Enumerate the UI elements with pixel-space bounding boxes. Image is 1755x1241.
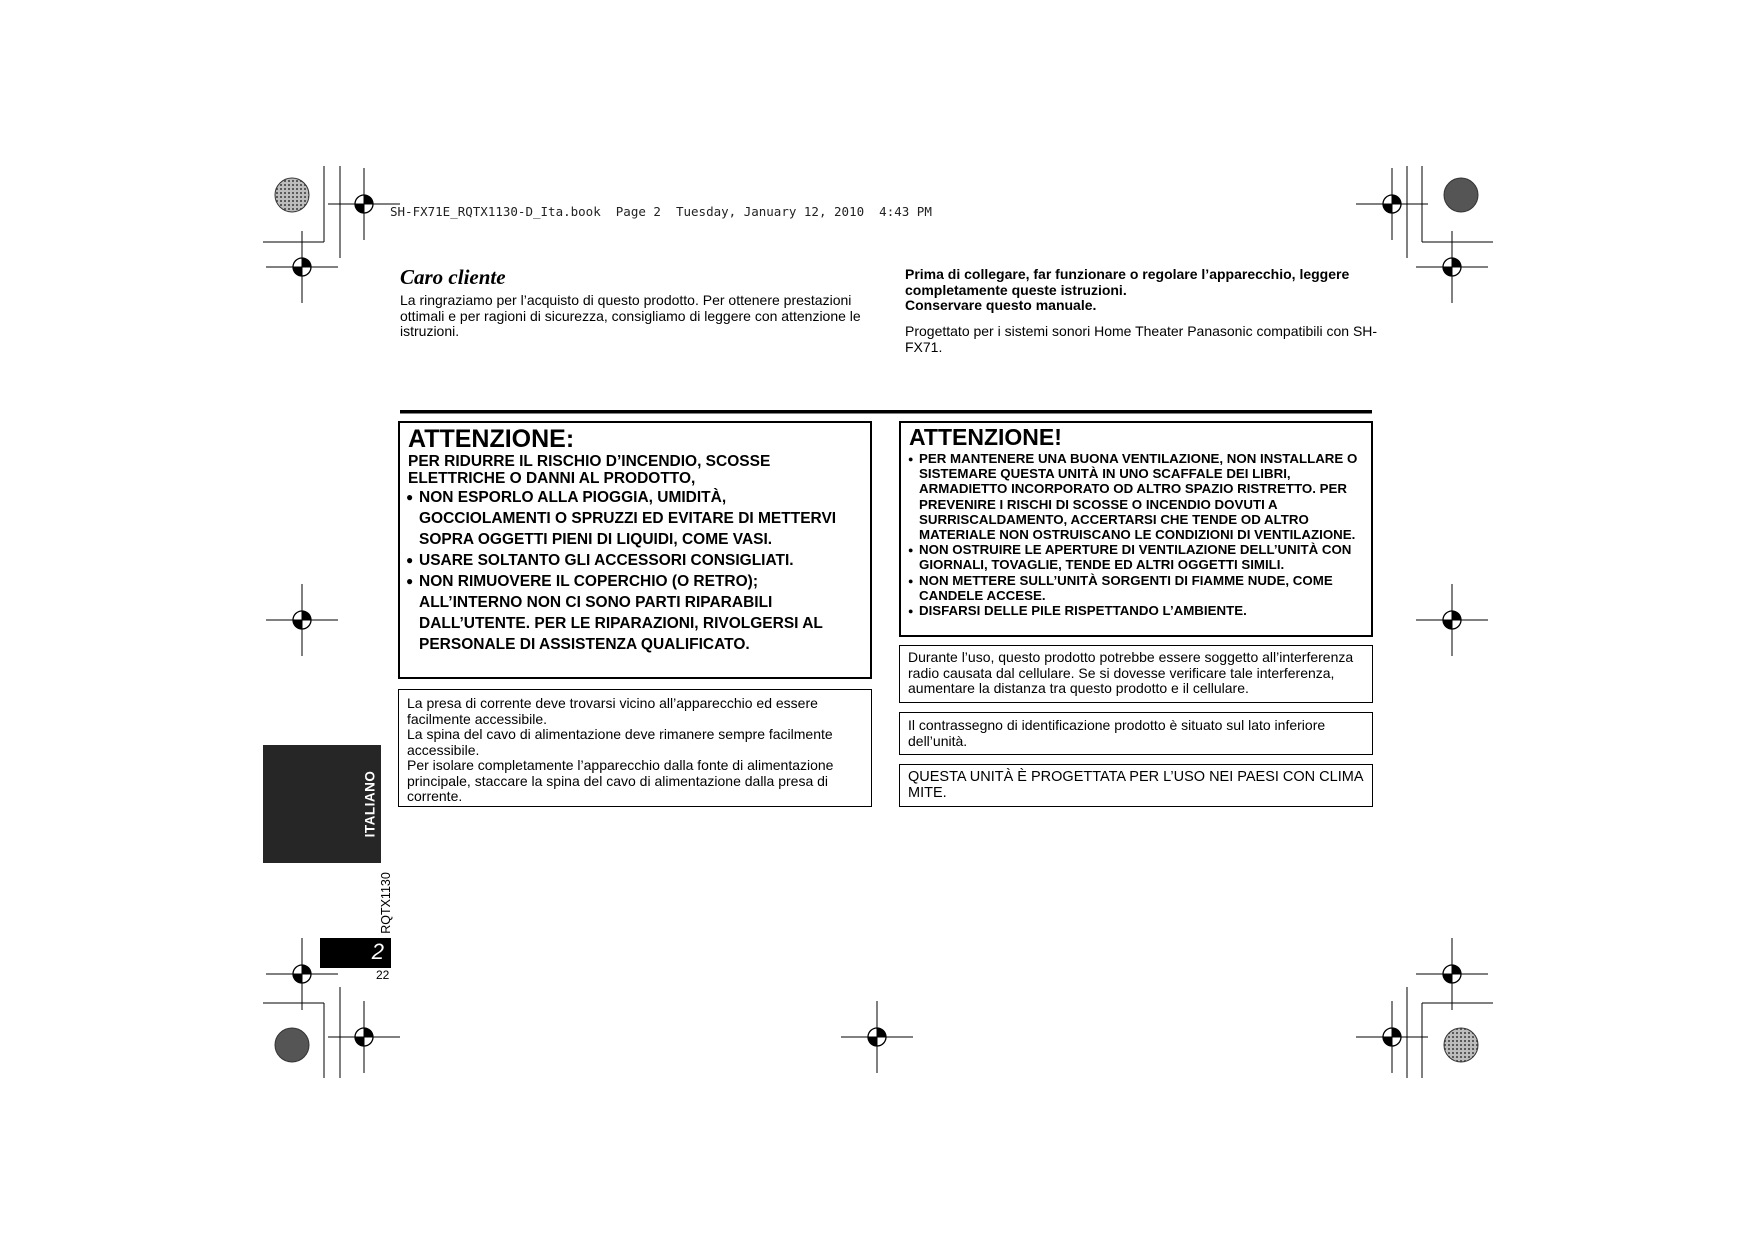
compatibility-note: Progettato per i sistemi sonori Home Theater Panasonic compatibili con SH-FX71. [905, 323, 1378, 355]
page-number-box [320, 938, 391, 968]
language-label: ITALIANO [362, 770, 378, 838]
warning-item: ● NON RIMUOVERE IL COPERCHIO (O RETRO); ALL’INTERNO NON CI SONO PARTI RIPARABILI DALL’UTENTE. PER LE RIPARAZIONI, RIVOLGERSI AL PERSONALE DI ASSISTENZA QUALIFICATO. [408, 571, 862, 655]
document-code: RQTX1130 [379, 872, 393, 934]
warning-item: ● NON ESPORLO ALLA PIOGGIA, UMIDITÀ, GOCCIOLAMENTI O SPRUZZI ED EVITARE DI METTERVI SOPRA OGGETTI PIENI DI LIQUIDI, COME VASI. [408, 487, 862, 550]
warning-title: ATTENZIONE! [909, 424, 1062, 450]
radio-note-box [899, 645, 1373, 703]
warning-box-left [398, 421, 872, 679]
power-note-text: La presa di corrente deve trovarsi vicino all’apparecchio ed essere facilmente accessibile. [407, 695, 818, 727]
id-note-text: Il contrassegno di identificazione prodotto è situato sul lato inferiore dell’unità. [908, 717, 1326, 749]
warning-item: ● NON METTERE SULL’UNITÀ SORGENTI DI FIAMME NUDE, COME CANDELE ACCESE. [909, 573, 1363, 603]
climate-note-text: QUESTA UNITÀ È PROGETTATA PER L’USO NEI PAESI CON CLIMA MITE. [908, 769, 1363, 801]
read-instructions-notice [905, 267, 1385, 314]
keep-manual-line: Conservare questo manuale. [905, 297, 1097, 313]
warning-item: ● USARE SOLTANTO GLI ACCESSORI CONSIGLIATI. [408, 550, 862, 571]
warning-item: ● DISFARSI DELLE PILE RISPETTANDO L’AMBIENTE. [909, 603, 1363, 618]
read-instructions-line: Prima di collegare, far funzionare o regolare l’apparecchio, leggere completamente queste istruzioni. [905, 266, 1350, 298]
page-small-number: 22 [376, 968, 390, 982]
warning-box-right [899, 421, 1373, 637]
warning-item: ● NON OSTRUIRE LE APERTURE DI VENTILAZIONE DELL’UNITÀ CON GIORNALI, TOVAGLIE, TENDE ED ALTRI OGGETTI SIMILI. [909, 542, 1363, 572]
warning-title: ATTENZIONE: [408, 425, 575, 453]
page-number: 2 [371, 939, 384, 964]
id-note-box [899, 712, 1373, 755]
warning-intro: PER RIDURRE IL RISCHIO D’INCENDIO, SCOSSE ELETTRICHE O DANNI AL PRODOTTO, [408, 453, 771, 487]
warning-list [408, 487, 862, 655]
print-header: SH-FX71E_RQTX1130-D_Ita.book Page 2 Tuesday, January 12, 2010 4:43 PM [390, 204, 932, 219]
warning-list [909, 451, 1363, 618]
power-note-text: Per isolare completamente l’apparecchio dalla fonte di alimentazione principale, staccare la spina del cavo di alimentazione dalla presa di corrente. [407, 757, 834, 804]
greeting-body: La ringraziamo per l’acquisto di questo prodotto. Per ottenere prestazioni ottimali e per ragioni di sicurezza, consigliamo di leggere con attenzione le istruzioni. [400, 292, 861, 339]
power-note-box [398, 689, 872, 807]
radio-note-text: Durante l’uso, questo prodotto potrebbe essere soggetto all’interferenza radio causata dal cellulare. Se si dovesse verificare tale interferenza, aumentare la distanza tra questo prodotto e il cellulare. [908, 649, 1354, 696]
climate-note-box [899, 764, 1373, 807]
power-note-text: La spina del cavo di alimentazione deve rimanere sempre facilmente accessibile. [407, 726, 833, 758]
warning-item: ● PER MANTENERE UNA BUONA VENTILAZIONE, NON INSTALLARE O SISTEMARE QUESTA UNITÀ IN UNO SCAFFALE DEI LIBRI, ARMADIETTO INCORPORATO OD ALTRO SPAZIO RISTRETTO. PER PREVENIRE I RISCHI DI SCOSSE O INCENDIO DOVUTI A SURRISCALDAMENTO, ACCERTARSI CHE TENDE OD ALTRO MATERIALE NON OSTRUISCANO LE CONDIZIONI DI VENTILAZIONE. [909, 451, 1363, 542]
greeting-title: Caro cliente [400, 265, 506, 289]
